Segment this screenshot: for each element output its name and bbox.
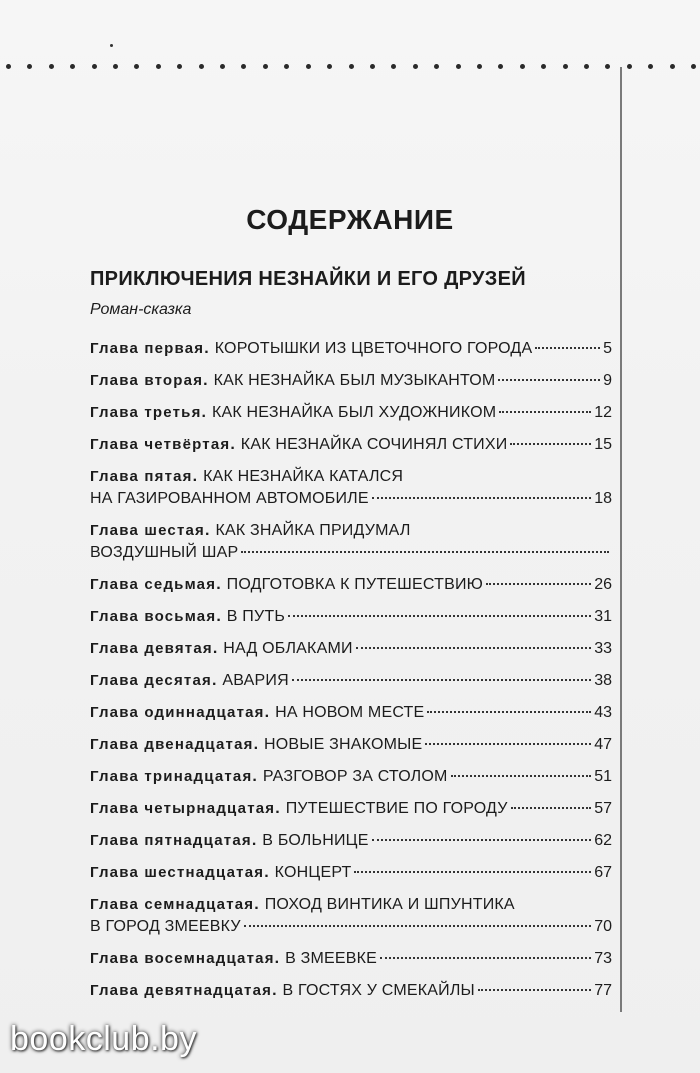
toc-entry[interactable]: [90, 980, 612, 1002]
border-dot: [498, 64, 503, 69]
chapter-separator: .: [264, 704, 270, 721]
chapter-title: В ЗМЕЕВКЕ: [285, 950, 378, 967]
dot-leader: [372, 839, 592, 841]
dot-leader: [499, 411, 591, 413]
toc-entry-row: [90, 434, 612, 456]
chapter-number: Глава первая: [90, 340, 205, 357]
chapter-title: КАК НЕЗНАЙКА БЫЛ МУЗЫКАНТОМ: [213, 372, 496, 389]
border-dot: [6, 64, 11, 69]
toc-entry[interactable]: [90, 670, 612, 692]
chapter-number: Глава шестая: [90, 522, 205, 539]
toc-entry[interactable]: [90, 338, 612, 360]
chapter-separator: .: [252, 768, 257, 785]
toc-entry-row: [90, 948, 612, 970]
border-dot: [477, 64, 482, 69]
page-number: 47: [594, 736, 612, 753]
toc-entry[interactable]: [90, 638, 612, 660]
chapter-title: НА ГАЗИРОВАННОМ АВТОМОБИЛЕ: [90, 490, 369, 507]
dot-leader: [510, 443, 591, 445]
border-dot: [177, 64, 182, 69]
chapter-title: В ГОСТЯХ У СМЕКАЙЛЫ: [282, 982, 475, 999]
border-dot: [134, 64, 139, 69]
page-number: 15: [594, 436, 612, 453]
chapter-separator: .: [230, 436, 235, 453]
toc-entry[interactable]: [90, 702, 612, 724]
border-dot: [327, 64, 332, 69]
toc-entry[interactable]: [90, 466, 612, 510]
dot-leader: [486, 583, 591, 585]
chapter-title: В ГОРОД ЗМЕЕВКУ: [90, 918, 241, 935]
page-number: 70: [594, 918, 612, 935]
chapter-separator: .: [216, 576, 221, 593]
page-number: 67: [594, 864, 612, 881]
toc-entry[interactable]: [90, 434, 612, 456]
toc-entry-row: [90, 606, 612, 628]
chapter-number: Глава четвёртая: [90, 436, 231, 453]
dot-leader: [354, 871, 591, 873]
page-number: 26: [594, 576, 612, 593]
chapter-title: КОНЦЕРТ: [274, 864, 352, 881]
border-dot: [70, 64, 75, 69]
dot-leader: [244, 925, 592, 927]
toc-entry[interactable]: [90, 830, 612, 852]
toc-entry-row: [90, 638, 612, 660]
chapter-title: НА НОВОМ МЕСТЕ: [275, 704, 425, 721]
border-dot: [563, 64, 568, 69]
chapter-separator: .: [201, 404, 206, 421]
chapter-title: ВОЗДУШНЫЙ ШАР: [90, 544, 239, 561]
page-number: 18: [594, 490, 612, 507]
border-dot: [199, 64, 204, 69]
watermark: bookclub.by: [10, 1020, 197, 1058]
toc-entry-row: [90, 338, 612, 360]
page-number: 38: [594, 672, 612, 689]
toc-entry-row: [90, 798, 612, 820]
chapter-title: ПУТЕШЕСТВИЕ ПО ГОРОДУ: [285, 800, 508, 817]
chapter-separator: .: [272, 982, 277, 999]
page-number: 12: [594, 404, 612, 421]
chapter-number: Глава пятая: [90, 468, 193, 485]
toc-entry[interactable]: [90, 606, 612, 628]
chapter-number: Глава тринадцатая: [90, 768, 253, 785]
dot-leader: [498, 379, 600, 381]
toc-entry[interactable]: [90, 894, 612, 938]
chapter-number: Глава седьмая: [90, 576, 217, 593]
dot-leader: [380, 957, 591, 959]
border-dot: [520, 64, 525, 69]
border-dot: [156, 64, 161, 69]
toc-entry-row: [90, 370, 612, 392]
toc-entry[interactable]: [90, 798, 612, 820]
dot-leader: [425, 743, 591, 745]
dot-leader: [511, 807, 592, 809]
toc-entry[interactable]: [90, 948, 612, 970]
border-dot: [413, 64, 418, 69]
toc-entry[interactable]: [90, 370, 612, 392]
book-subtitle: Роман-сказка: [90, 301, 192, 318]
toc-entry-row: [90, 466, 612, 488]
toc-entry[interactable]: [90, 574, 612, 596]
print-mark: [110, 44, 113, 47]
chapter-title: В ПУТЬ: [226, 608, 286, 625]
chapter-title: КОРОТЫШКИ ИЗ ЦВЕТОЧНОГО ГОРОДА: [214, 340, 533, 357]
border-dot: [284, 64, 289, 69]
chapter-title: КАК НЕЗНАЙКА БЫЛ ХУДОЖНИКОМ: [212, 404, 497, 421]
border-dot: [541, 64, 546, 69]
chapter-separator: .: [254, 896, 259, 913]
border-dot: [241, 64, 246, 69]
border-dot: [306, 64, 311, 69]
dotted-border: [6, 62, 696, 70]
chapter-separator: .: [216, 608, 221, 625]
toc-entry[interactable]: [90, 520, 612, 564]
dot-leader: [451, 775, 592, 777]
toc-entry-row: [90, 702, 612, 724]
border-dot: [49, 64, 54, 69]
page-number: 51: [594, 768, 612, 785]
chapter-title: АВАРИЯ: [222, 672, 289, 689]
dot-leader: [372, 497, 591, 499]
toc-entry-row: [90, 862, 612, 884]
border-dot: [434, 64, 439, 69]
border-dot: [27, 64, 32, 69]
toc-entry-row: [90, 542, 612, 564]
chapter-number: Глава вторая: [90, 372, 204, 389]
table-of-contents: [90, 338, 612, 1012]
toc-entry-row: [90, 488, 612, 510]
dot-leader: [241, 551, 609, 553]
toc-entry-row: [90, 402, 612, 424]
border-dot: [349, 64, 354, 69]
chapter-separator: .: [274, 950, 280, 967]
toc-entry[interactable]: [90, 402, 612, 424]
toc-entry-row: [90, 734, 612, 756]
dot-leader: [478, 989, 591, 991]
chapter-separator: .: [212, 640, 218, 657]
chapter-title: КАК НЕЗНАЙКА КАТАЛСЯ: [203, 468, 404, 485]
border-dot: [92, 64, 97, 69]
chapter-title: В БОЛЬНИЦЕ: [262, 832, 369, 849]
border-dot: [113, 64, 118, 69]
page-number: 62: [594, 832, 612, 849]
chapter-title: НАД ОБЛАКАМИ: [223, 640, 353, 657]
chapter-separator: .: [205, 522, 210, 539]
chapter-title: НОВЫЕ ЗНАКОМЫЕ: [264, 736, 423, 753]
chapter-number: Глава одиннадцатая: [90, 704, 265, 721]
chapter-separator: .: [192, 468, 198, 485]
dot-leader: [292, 679, 591, 681]
border-dot: [605, 64, 610, 69]
border-dot: [391, 64, 396, 69]
border-dot: [627, 64, 632, 69]
page-number: 57: [594, 800, 612, 817]
toc-entry-row: [90, 830, 612, 852]
dot-leader: [427, 711, 591, 713]
toc-entry[interactable]: [90, 766, 612, 788]
chapter-number: Глава восьмая: [90, 608, 217, 625]
page-number: 43: [594, 704, 612, 721]
chapter-title: КАК НЕЗНАЙКА СОЧИНЯЛ СТИХИ: [240, 436, 508, 453]
chapter-number: Глава шестнадцатая: [90, 864, 265, 881]
chapter-number: Глава десятая: [90, 672, 212, 689]
border-dot: [670, 64, 675, 69]
toc-entry-row: [90, 766, 612, 788]
chapter-separator: .: [264, 864, 269, 881]
page-number: 77: [594, 982, 612, 999]
toc-entry-row: [90, 894, 612, 916]
page-number: 33: [594, 640, 612, 657]
toc-entry-row: [90, 520, 612, 542]
book-title: ПРИКЛЮЧЕНИЯ НЕЗНАЙКИ И ЕГО ДРУЗЕЙ: [90, 268, 526, 290]
chapter-number: Глава восемнадцатая: [90, 950, 275, 967]
border-dot: [263, 64, 268, 69]
dot-leader: [356, 647, 592, 649]
border-dot: [370, 64, 375, 69]
chapter-number: Глава пятнадцатая: [90, 832, 252, 849]
chapter-title: КАК ЗНАЙКА ПРИДУМАЛ: [215, 522, 411, 539]
chapter-separator: .: [204, 340, 209, 357]
border-dot: [220, 64, 225, 69]
dot-leader: [288, 615, 591, 617]
border-dot: [456, 64, 461, 69]
chapter-number: Глава двенадцатая: [90, 736, 254, 753]
chapter-title: ПОХОД ВИНТИКА И ШПУНТИКА: [264, 896, 515, 913]
page-number: 5: [603, 340, 612, 357]
chapter-number: Глава семнадцатая: [90, 896, 255, 913]
chapter-separator: .: [253, 736, 259, 753]
page-number: 9: [603, 372, 612, 389]
page-number: 73: [594, 950, 612, 967]
chapter-number: Глава девятая: [90, 640, 213, 657]
page-number: 31: [594, 608, 612, 625]
chapter-separator: .: [251, 832, 257, 849]
chapter-title: РАЗГОВОР ЗА СТОЛОМ: [262, 768, 448, 785]
toc-entry[interactable]: [90, 734, 612, 756]
border-dot: [691, 64, 696, 69]
chapter-separator: .: [275, 800, 280, 817]
toc-entry-row: [90, 916, 612, 938]
chapter-title: ПОДГОТОВКА К ПУТЕШЕСТВИЮ: [226, 576, 484, 593]
toc-entry[interactable]: [90, 862, 612, 884]
toc-entry-row: [90, 670, 612, 692]
border-dot: [648, 64, 653, 69]
toc-entry-row: [90, 980, 612, 1002]
chapter-separator: .: [203, 372, 208, 389]
dot-leader: [535, 347, 600, 349]
chapter-number: Глава третья: [90, 404, 202, 421]
toc-entry-row: [90, 574, 612, 596]
chapter-number: Глава четырнадцатая: [90, 800, 276, 817]
chapter-number: Глава девятнадцатая: [90, 982, 273, 999]
border-dot: [584, 64, 589, 69]
page-title: СОДЕРЖАНИЕ: [246, 204, 454, 235]
chapter-separator: .: [211, 672, 217, 689]
